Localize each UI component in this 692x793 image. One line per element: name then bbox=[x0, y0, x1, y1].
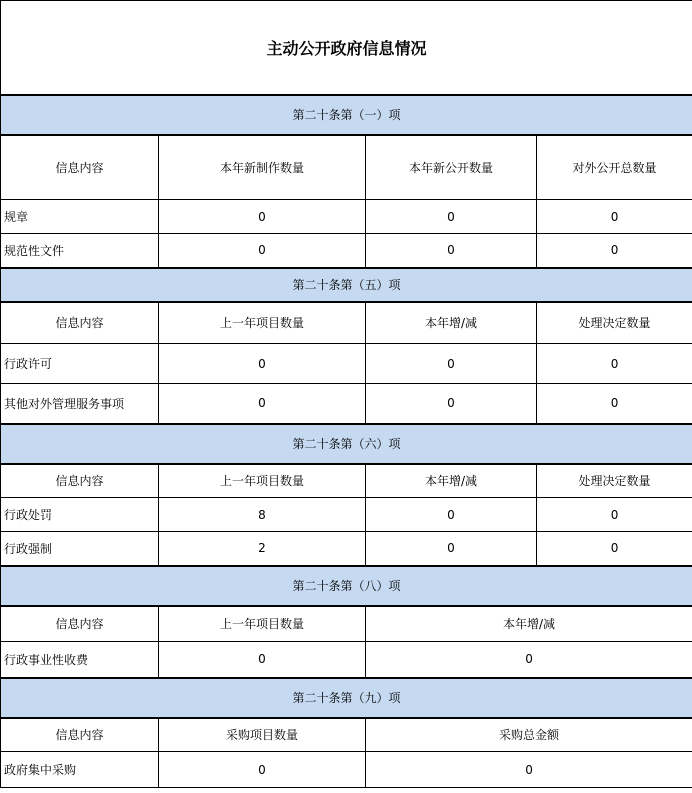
section-heading: 第二十条第（六）项 bbox=[1, 424, 692, 464]
header-cell: 处理决定数量 bbox=[537, 464, 692, 498]
table-row bbox=[1, 234, 692, 268]
cell-value: 0 bbox=[537, 344, 692, 384]
header-cell: 本年新制作数量 bbox=[159, 135, 366, 200]
header-cell: 对外公开总数量 bbox=[537, 135, 692, 200]
row-label: 行政强制 bbox=[1, 532, 159, 566]
header-cell: 采购项目数量 bbox=[159, 718, 366, 752]
table-row bbox=[1, 752, 692, 788]
row-label: 其他对外管理服务事项 bbox=[1, 384, 159, 424]
section-heading: 第二十条第（五）项 bbox=[1, 268, 692, 302]
header-cell: 采购总金额 bbox=[366, 718, 692, 752]
cell-value: 0 bbox=[537, 384, 692, 424]
table-title: 主动公开政府信息情况 bbox=[1, 1, 692, 95]
row-label: 行政许可 bbox=[1, 344, 159, 384]
header-cell: 信息内容 bbox=[1, 606, 159, 642]
cell-value: 0 bbox=[366, 498, 537, 532]
cell-value: 0 bbox=[159, 234, 366, 268]
cell-value: 0 bbox=[159, 642, 366, 678]
cell-value: 0 bbox=[159, 344, 366, 384]
header-cell: 处理决定数量 bbox=[537, 302, 692, 344]
row-label: 规范性文件 bbox=[1, 234, 159, 268]
header-cell: 上一年项目数量 bbox=[159, 464, 366, 498]
header-cell: 本年增/减 bbox=[366, 606, 692, 642]
section-heading: 第二十条第（九）项 bbox=[1, 678, 692, 718]
header-cell: 本年增/减 bbox=[366, 302, 537, 344]
table-row bbox=[1, 384, 692, 424]
cell-value: 0 bbox=[159, 752, 366, 788]
row-label: 行政处罚 bbox=[1, 498, 159, 532]
cell-value: 0 bbox=[537, 532, 692, 566]
cell-value: 0 bbox=[366, 532, 537, 566]
cell-value: 0 bbox=[159, 384, 366, 424]
header-cell: 本年新公开数量 bbox=[366, 135, 537, 200]
row-label: 政府集中采购 bbox=[1, 752, 159, 788]
table-row bbox=[1, 532, 692, 566]
section-heading: 第二十条第（八）项 bbox=[1, 566, 692, 606]
cell-value: 0 bbox=[537, 234, 692, 268]
table-row bbox=[1, 498, 692, 532]
header-cell: 信息内容 bbox=[1, 302, 159, 344]
cell-value: 0 bbox=[366, 344, 537, 384]
cell-value: 0 bbox=[366, 642, 692, 678]
cell-value: 0 bbox=[537, 498, 692, 532]
section-heading: 第二十条第（一）项 bbox=[1, 95, 692, 135]
cell-value: 0 bbox=[366, 200, 537, 234]
row-label: 行政事业性收费 bbox=[1, 642, 159, 678]
header-cell: 信息内容 bbox=[1, 135, 159, 200]
cell-value: 0 bbox=[537, 200, 692, 234]
header-cell: 上一年项目数量 bbox=[159, 606, 366, 642]
cell-value: 0 bbox=[366, 234, 537, 268]
table-row bbox=[1, 642, 692, 678]
cell-value: 0 bbox=[159, 200, 366, 234]
header-cell: 信息内容 bbox=[1, 718, 159, 752]
header-cell: 本年增/减 bbox=[366, 464, 537, 498]
header-cell: 信息内容 bbox=[1, 464, 159, 498]
cell-value: 8 bbox=[159, 498, 366, 532]
table-row bbox=[1, 344, 692, 384]
row-label: 规章 bbox=[1, 200, 159, 234]
header-cell: 上一年项目数量 bbox=[159, 302, 366, 344]
table-row bbox=[1, 200, 692, 234]
cell-value: 2 bbox=[159, 532, 366, 566]
cell-value: 0 bbox=[366, 384, 537, 424]
cell-value: 0 bbox=[366, 752, 692, 788]
